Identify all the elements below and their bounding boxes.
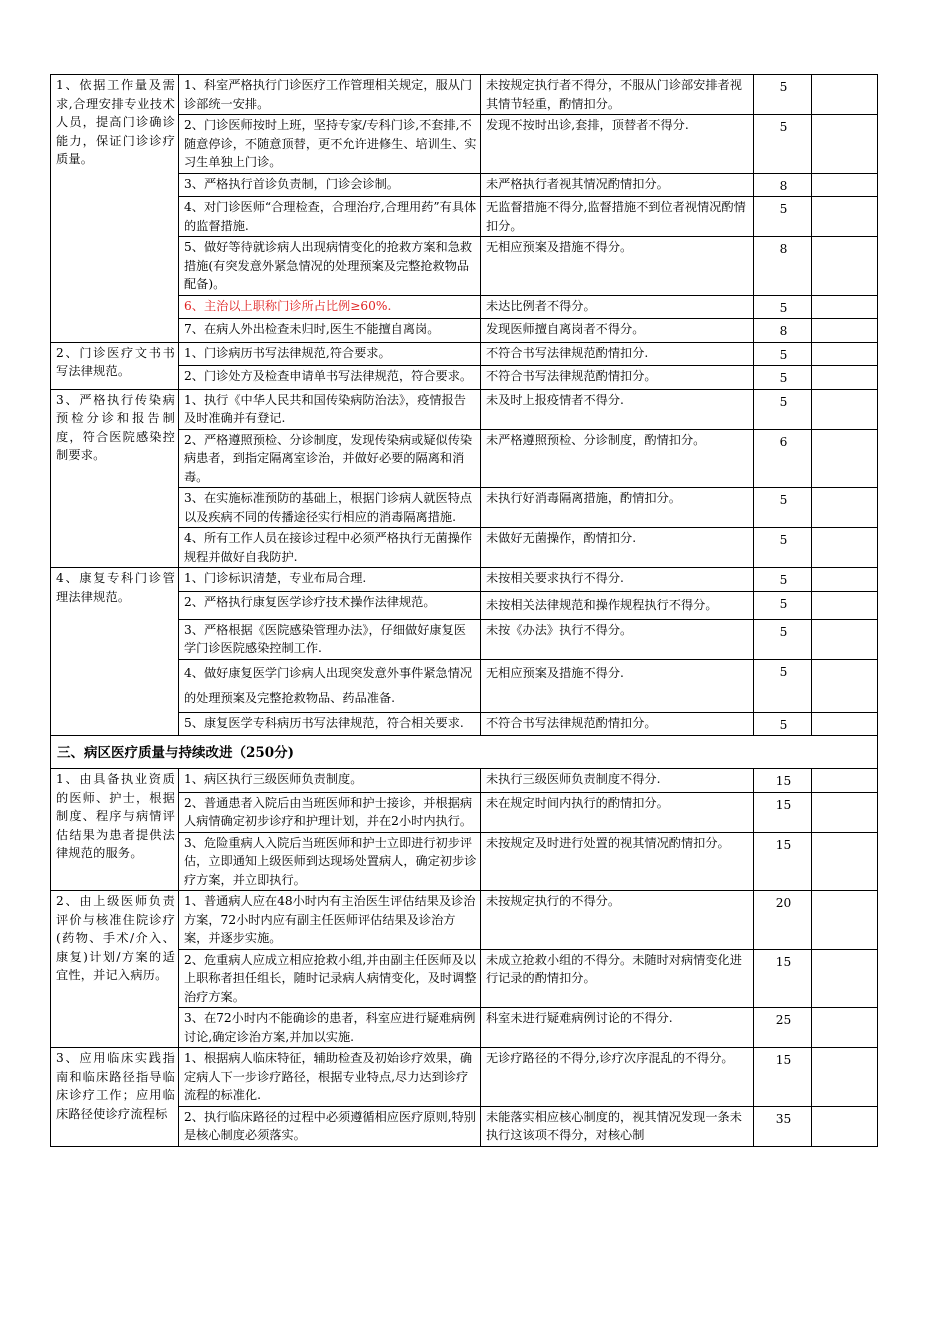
table-body-section: [51, 736, 878, 769]
criteria-cell: 科室未进行疑难病例讨论的不得分.: [481, 1008, 754, 1048]
criteria-cell: 未能落实相应核心制度的，视其情况发现一条未执行这该项不得分，对核心制: [481, 1106, 754, 1146]
standard-cell: 2、严格遵照预检、分诊制度，发现传染病或疑似传染病患者，到指定隔离室诊治，并做好必要的隔离和消毒。: [179, 429, 481, 488]
section-header-row: [51, 736, 878, 769]
category-cell: 1、依据工作量及需求,合理安排专业技术人员，提高门诊确诊能力，保证门诊诊疗质量。: [51, 75, 179, 343]
score-cell: 20: [754, 891, 812, 950]
score-cell: 5: [754, 488, 812, 528]
standard-cell: 1、普通病人应在48小时内有主治医生评估结果及诊治方案，72小时内应有副主任医师评估结果及诊治方案，并逐步实施。: [179, 891, 481, 950]
criteria-cell: 无诊疗路径的不得分,诊疗次序混乱的不得分。: [481, 1048, 754, 1107]
score-cell: 5: [754, 568, 812, 592]
standard-cell: 2、门诊医师按时上班，坚持专家/专科门诊,不套排,不随意停诊，不随意顶替，更不允许进修生、培训生、实习生单独上门诊。: [179, 115, 481, 174]
criteria-cell: 未按《办法》执行不得分。: [481, 619, 754, 659]
criteria-cell: 无相应预案及措施不得分。: [481, 237, 754, 296]
category-cell: 3、应用临床实践指南和临床路径指导临床诊疗工作；应用临床路径使诊疗流程标: [51, 1048, 179, 1147]
deduction-cell: [812, 769, 878, 793]
standard-cell: 3、危险重病人入院后当班医师和护士立即进行初步评估，立即通知上级医师到达现场处置病人，确定初步诊疗方案，并立即执行。: [179, 832, 481, 891]
criteria-cell: 未成立抢救小组的不得分。未随时对病情变化进行记录的酌情扣分。: [481, 949, 754, 1008]
table-row: [51, 1048, 878, 1107]
score-cell: 35: [754, 1106, 812, 1146]
category-cell: 4、康复专科门诊管理法律规范。: [51, 568, 179, 736]
criteria-cell: 未做好无菌操作，酌情扣分.: [481, 528, 754, 568]
standard-cell: 3、严格根据《医院感染管理办法》，仔细做好康复医学门诊医院感染控制工作.: [179, 619, 481, 659]
standard-cell: 1、根据病人临床特征，辅助检查及初始诊疗效果，确定病人下一步诊疗路径，根据专业特点,尽力达到诊疗流程的标准化.: [179, 1048, 481, 1107]
criteria-cell: 未执行三级医师负责制度不得分.: [481, 769, 754, 793]
standard-cell: 2、危重病人应成立相应抢救小组,并由副主任医师及以上职称者担任组长，随时记录病人病情变化，及时调整治疗方案。: [179, 949, 481, 1008]
standard-cell: 3、严格执行首诊负责制，门诊会诊制。: [179, 173, 481, 197]
score-cell: 5: [754, 619, 812, 659]
standard-cell: 7、在病人外出检查未归时,医生不能擅自离岗。: [179, 319, 481, 343]
standard-cell: 1、门诊标识清楚，专业布局合理.: [179, 568, 481, 592]
deduction-cell: [812, 528, 878, 568]
score-cell: 5: [754, 75, 812, 115]
table-row: [51, 342, 878, 366]
deduction-cell: [812, 1048, 878, 1107]
criteria-cell: 不符合书写法律规范酌情扣分。: [481, 712, 754, 736]
standard-cell: 5、康复医学专科病历书写法律规范，符合相关要求.: [179, 712, 481, 736]
criteria-cell: 未达比例者不得分。: [481, 295, 754, 319]
standard-cell: 1、病区执行三级医师负责制度。: [179, 769, 481, 793]
standard-cell: 2、普通患者入院后由当班医师和护士接诊，并根据病人病情确定初步诊疗和护理计划，并在2小时内执行。: [179, 792, 481, 832]
score-cell: 5: [754, 712, 812, 736]
deduction-cell: [812, 659, 878, 712]
criteria-cell: 无相应预案及措施不得分.: [481, 659, 754, 712]
deduction-cell: [812, 115, 878, 174]
standard-cell: 6、主治以上职称门诊所占比例≥60%.: [179, 295, 481, 319]
criteria-cell: 未及时上报疫情者不得分.: [481, 389, 754, 429]
standard-cell: 1、科室严格执行门诊医疗工作管理相关规定，服从门诊部统一安排。: [179, 75, 481, 115]
score-cell: 5: [754, 197, 812, 237]
table-row: [51, 568, 878, 592]
criteria-cell: 未按规定执行者不得分，不服从门诊部安排者视其情节轻重，酌情扣分。: [481, 75, 754, 115]
deduction-cell: [812, 568, 878, 592]
deduction-cell: [812, 619, 878, 659]
deduction-cell: [812, 295, 878, 319]
deduction-cell: [812, 173, 878, 197]
table-row: [51, 389, 878, 429]
deduction-cell: [812, 712, 878, 736]
deduction-cell: [812, 1008, 878, 1048]
deduction-cell: [812, 949, 878, 1008]
standard-cell: 4、所有工作人员在接诊过程中必须严格执行无菌操作规程并做好自我防护.: [179, 528, 481, 568]
score-cell: 8: [754, 173, 812, 197]
criteria-cell: 未执行好消毒隔离措施，酌情扣分。: [481, 488, 754, 528]
score-cell: 15: [754, 792, 812, 832]
deduction-cell: [812, 591, 878, 619]
deduction-cell: [812, 389, 878, 429]
criteria-cell: 发现医师擅自离岗者不得分。: [481, 319, 754, 343]
score-cell: 5: [754, 366, 812, 390]
table-row: [51, 891, 878, 950]
standard-cell: 3、在72小时内不能确诊的患者，科室应进行疑难病例讨论,确定诊治方案,并加以实施.: [179, 1008, 481, 1048]
criteria-cell: 未在规定时间内执行的酌情扣分。: [481, 792, 754, 832]
section-title: 三、病区医疗质量与持续改进（250分): [51, 736, 878, 769]
deduction-cell: [812, 197, 878, 237]
evaluation-table: [50, 74, 878, 1147]
standard-cell: 5、做好等待就诊病人出现病情变化的抢救方案和急救措施(有突发意外紧急情况的处理预案及完整抢救物品配备)。: [179, 237, 481, 296]
deduction-cell: [812, 342, 878, 366]
standard-cell: 4、对门诊医师“合理检查，合理治疗,合理用药”有具体的监督措施.: [179, 197, 481, 237]
criteria-cell: 未按规定执行的不得分。: [481, 891, 754, 950]
score-cell: 15: [754, 769, 812, 793]
score-cell: 5: [754, 591, 812, 619]
deduction-cell: [812, 366, 878, 390]
category-cell: 3、严格执行传染病预检分诊和报告制度，符合医院感染控制要求。: [51, 389, 179, 568]
criteria-cell: 未严格遵照预检、分诊制度，酌情扣分。: [481, 429, 754, 488]
category-cell: 2、由上级医师负责评价与核准住院诊疗(药物、手术/介入、康复)计划/方案的适宜性，并记入病历。: [51, 891, 179, 1048]
score-cell: 15: [754, 949, 812, 1008]
score-cell: 15: [754, 1048, 812, 1107]
table-row: [51, 75, 878, 115]
score-cell: 8: [754, 237, 812, 296]
criteria-cell: 发现不按时出诊,套排，顶替者不得分.: [481, 115, 754, 174]
score-cell: 25: [754, 1008, 812, 1048]
standard-cell: 1、执行《中华人民共和国传染病防治法》，疫情报告及时准确并有登记.: [179, 389, 481, 429]
criteria-cell: 无监督措施不得分,监督措施不到位者视情况酌情扣分。: [481, 197, 754, 237]
standard-cell: 1、门诊病历书写法律规范,符合要求。: [179, 342, 481, 366]
score-cell: 15: [754, 832, 812, 891]
criteria-cell: 未按相关要求执行不得分.: [481, 568, 754, 592]
deduction-cell: [812, 319, 878, 343]
criteria-cell: 未按规定及时进行处置的视其情况酌情扣分。: [481, 832, 754, 891]
category-cell: 1、由具备执业资质的医师、护士，根据制度、程序与病情评估结果为患者提供法律规范的服务。: [51, 769, 179, 891]
criteria-cell: 不符合书写法律规范酌情扣分。: [481, 366, 754, 390]
standard-cell: 3、在实施标准预防的基础上，根据门诊病人就医特点以及疾病不同的传播途径实行相应的消毒隔离措施.: [179, 488, 481, 528]
deduction-cell: [812, 891, 878, 950]
deduction-cell: [812, 429, 878, 488]
standard-cell: 4、做好康复医学门诊病人出现突发意外事件紧急情况的处理预案及完整抢救物品、药品准备.: [179, 659, 481, 712]
table-body-outpatient: [51, 75, 878, 736]
criteria-cell: 不符合书写法律规范酌情扣分.: [481, 342, 754, 366]
deduction-cell: [812, 1106, 878, 1146]
category-cell: 2、门诊医疗文书书写法律规范。: [51, 342, 179, 389]
score-cell: 5: [754, 342, 812, 366]
criteria-cell: 未按相关法律规范和操作规程执行不得分。: [481, 591, 754, 619]
deduction-cell: [812, 488, 878, 528]
standard-cell: 2、门诊处方及检查申请单书写法律规范，符合要求。: [179, 366, 481, 390]
deduction-cell: [812, 832, 878, 891]
criteria-cell: 未严格执行者视其情况酌情扣分。: [481, 173, 754, 197]
deduction-cell: [812, 237, 878, 296]
score-cell: 5: [754, 295, 812, 319]
deduction-cell: [812, 792, 878, 832]
standard-cell: 2、严格执行康复医学诊疗技术操作法律规范。: [179, 591, 481, 619]
deduction-cell: [812, 75, 878, 115]
table-row: [51, 769, 878, 793]
score-cell: 8: [754, 319, 812, 343]
score-cell: 5: [754, 528, 812, 568]
score-cell: 5: [754, 389, 812, 429]
score-cell: 6: [754, 429, 812, 488]
table-body-ward: [51, 769, 878, 1147]
standard-cell: 2、执行临床路径的过程中必须遵循相应医疗原则,特别是核心制度必须落实。: [179, 1106, 481, 1146]
score-cell: 5: [754, 659, 812, 712]
score-cell: 5: [754, 115, 812, 174]
